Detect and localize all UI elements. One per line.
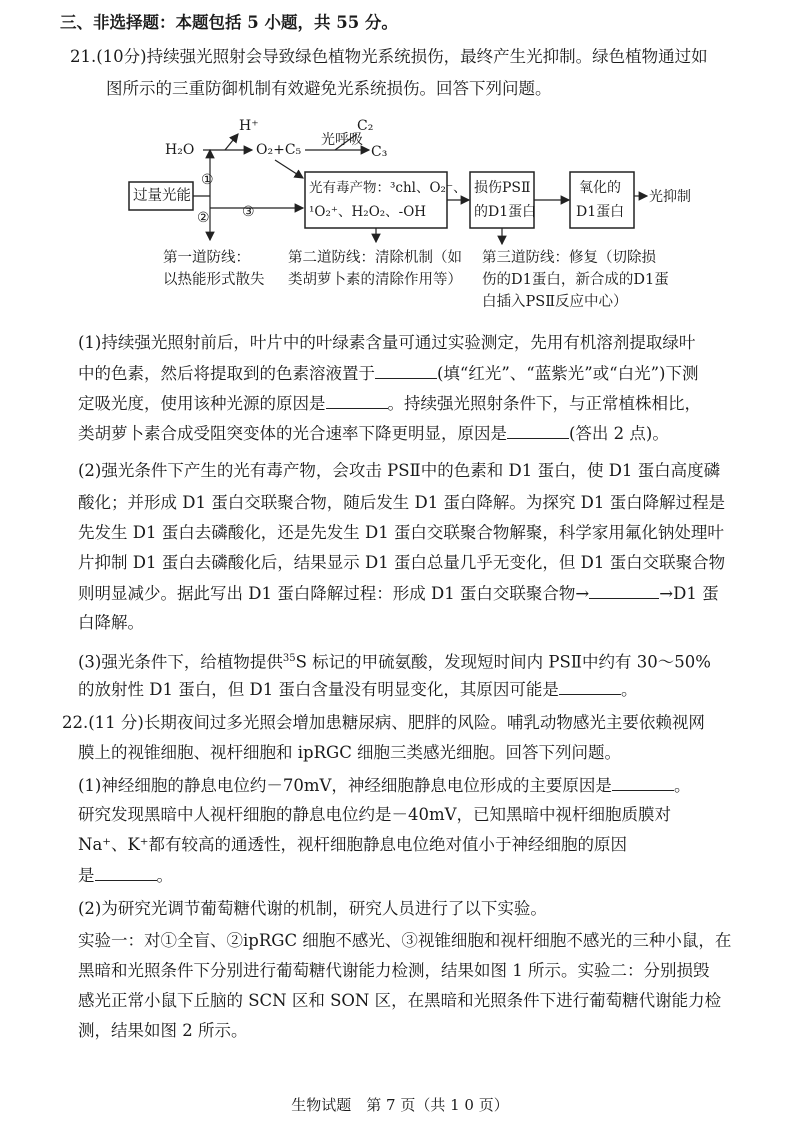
toxic-line1: 光有毒产物：³chl、O₂⁻、 (309, 180, 467, 196)
answer-blank-d1-process[interactable] (589, 582, 659, 599)
defense3-line1: 第三道防线：修复（切除损 (482, 250, 656, 266)
q22-p2-line5: 测，结果如图 2 所示。 (78, 1021, 248, 1040)
q21-p2-line6: 白降解。 (78, 613, 144, 632)
defense1-line1: 第一道防线： (163, 250, 250, 266)
c3-label: C₃ (371, 144, 388, 160)
defense3-line2: 伤的D1蛋白，新合成的D1蛋 (482, 272, 669, 288)
q21-p2-line2: 酸化；并形成 D1 蛋白交联聚合物，随后发生 D1 蛋白降解。为探究 D1 蛋白降解过程是 (78, 493, 726, 512)
photoinhibition-label: 光抑制 (649, 189, 691, 205)
q22-p2-line4: 感光正常小鼠下丘脑的 SCN 区和 SON 区，在黑暗和光照条件下进行葡萄糖代谢能力检 (78, 991, 722, 1010)
o2c5-label: O₂+C₅ (256, 142, 302, 158)
path-3-marker: ③ (242, 204, 255, 220)
q22-p1-line1: (1)神经细胞的静息电位约－70mV，神经细胞静息电位形成的主要原因是 。 (78, 776, 691, 795)
q22-p1-line2: 研究发现黑暗中人视杆细胞的静息电位约是－40mV，已知黑暗中视杆细胞质膜对 (78, 805, 672, 824)
q21-p1-line1: (1)持续强光照射前后，叶片中的叶绿素含量可通过实验测定，先用有机溶剂提取绿叶 (78, 333, 696, 352)
path-1-marker: ① (201, 172, 214, 188)
q22-intro-line2: 膜上的视锥细胞、视杆细胞和 ipRGC 细胞三类感光细胞。回答下列问题。 (78, 743, 622, 762)
q21-p2-line4: 片抑制 D1 蛋白去磷酸化后，结果显示 D1 蛋白总量几乎无变化，但 D1 蛋白交联聚合物 (78, 553, 726, 572)
q22-p2-line1: (2)为研究光调节葡萄糖代谢的机制，研究人员进行了以下实验。 (78, 899, 547, 918)
q21-p2-line1: (2)强光条件下产生的光有毒产物，会攻击 PSⅡ中的色素和 D1 蛋白，使 D1 蛋白高度磷 (78, 461, 721, 480)
q21-p1-line3: 定吸光度，使用该种光源的原因是 。持续强光照射条件下，与正常植株相比， (78, 394, 701, 413)
path-2-marker: ② (197, 210, 210, 226)
q21-p3-line2: 的放射性 D1 蛋白，但 D1 蛋白含量没有明显变化，其原因可能是 。 (78, 680, 638, 699)
answer-blank-d1-reason[interactable] (559, 678, 621, 695)
h2o-label: H₂O (165, 142, 195, 158)
q21-p2-line3: 先发生 D1 蛋白去磷酸化，还是先发生 D1 蛋白交联聚合物解聚，科学家用氟化钠处理叶 (78, 523, 724, 542)
q21-p1-line2: 中的色素，然后将提取到的色素溶液置于 (填“红光”、“蓝紫光”或“白光”)下测 (78, 364, 699, 383)
answer-blank-mutant-reason[interactable] (507, 422, 569, 439)
answer-blank-light-reason[interactable] (326, 392, 388, 409)
defense2-line1: 第二道防线：清除机制（如 (288, 250, 462, 266)
defense1-line2: 以热能形式散失 (163, 272, 265, 288)
damage-line1: 损伤PSⅡ (474, 180, 531, 196)
oxidized-line2: D1蛋白 (576, 204, 625, 220)
answer-blank-resting-potential[interactable] (612, 774, 674, 791)
q22-p2-line3: 黑暗和光照条件下分别进行葡萄糖代谢能力检测，结果如图 1 所示。实验二：分别损毁 (78, 961, 710, 980)
q21-intro-line1: 21.(10分)持续强光照射会导致绿色植物光系统损伤，最终产生光抑制。绿色植物通过如 (70, 47, 708, 66)
oxidized-line1: 氧化的 (579, 180, 621, 196)
defense2-line2: 类胡萝卜素的清除作用等） (288, 272, 462, 288)
defense3-line3: 白插入PSⅡ反应中心） (482, 294, 628, 310)
answer-blank-light-source[interactable] (375, 362, 437, 379)
q22-p1-line3: Na⁺、K⁺都有较高的通透性，视杆细胞静息电位绝对值小于神经细胞的原因 (78, 835, 628, 854)
toxic-line2: ¹O₂⁺、H₂O₂、-OH (309, 204, 427, 220)
hplus-label: H⁺ (239, 118, 259, 134)
photorespiration-label: 光呼吸 (321, 132, 363, 148)
excess-light-label: 过量光能 (133, 188, 191, 204)
section-header: 三、非选择题：本题包括 5 小题，共 55 分。 (60, 13, 398, 32)
page-footer: 生物试题 第 7 页（共 1 0 页） (291, 1096, 509, 1114)
q21-intro-line2: 图所示的三重防御机制有效避免光系统损伤。回答下列问题。 (106, 79, 552, 98)
answer-blank-rod-reason[interactable] (95, 864, 157, 881)
q21-p1-line4: 类胡萝卜素合成受阻突变体的光合速率下降更明显，原因是 (答出 2 点)。 (78, 424, 669, 443)
c2-label: C₂ (357, 118, 374, 134)
defense-mechanism-diagram (125, 112, 725, 317)
q21-p3-line1: (3)强光条件下，给植物提供$^{35}$S 标记的甲硫氨酸，发现短时间内 PSⅡ中约有 30～50% (78, 652, 711, 672)
q22-intro-line1: 22.(11 分)长期夜间过多光照会增加患糖尿病、肥胖的风险。哺乳动物感光主要依赖视网 (62, 713, 705, 732)
q22-p2-line2: 实验一：对①全盲、②ipRGC 细胞不感光、③视锥细胞和视杆细胞不感光的三种小鼠，在 (78, 931, 732, 950)
q22-p1-line4: 是 。 (78, 866, 173, 885)
q21-p2-line5: 则明显减少。据此写出 D1 蛋白降解过程：形成 D1 蛋白交联聚合物→ →D1 蛋 (78, 584, 719, 603)
damage-line2: 的D1蛋白 (474, 204, 537, 220)
